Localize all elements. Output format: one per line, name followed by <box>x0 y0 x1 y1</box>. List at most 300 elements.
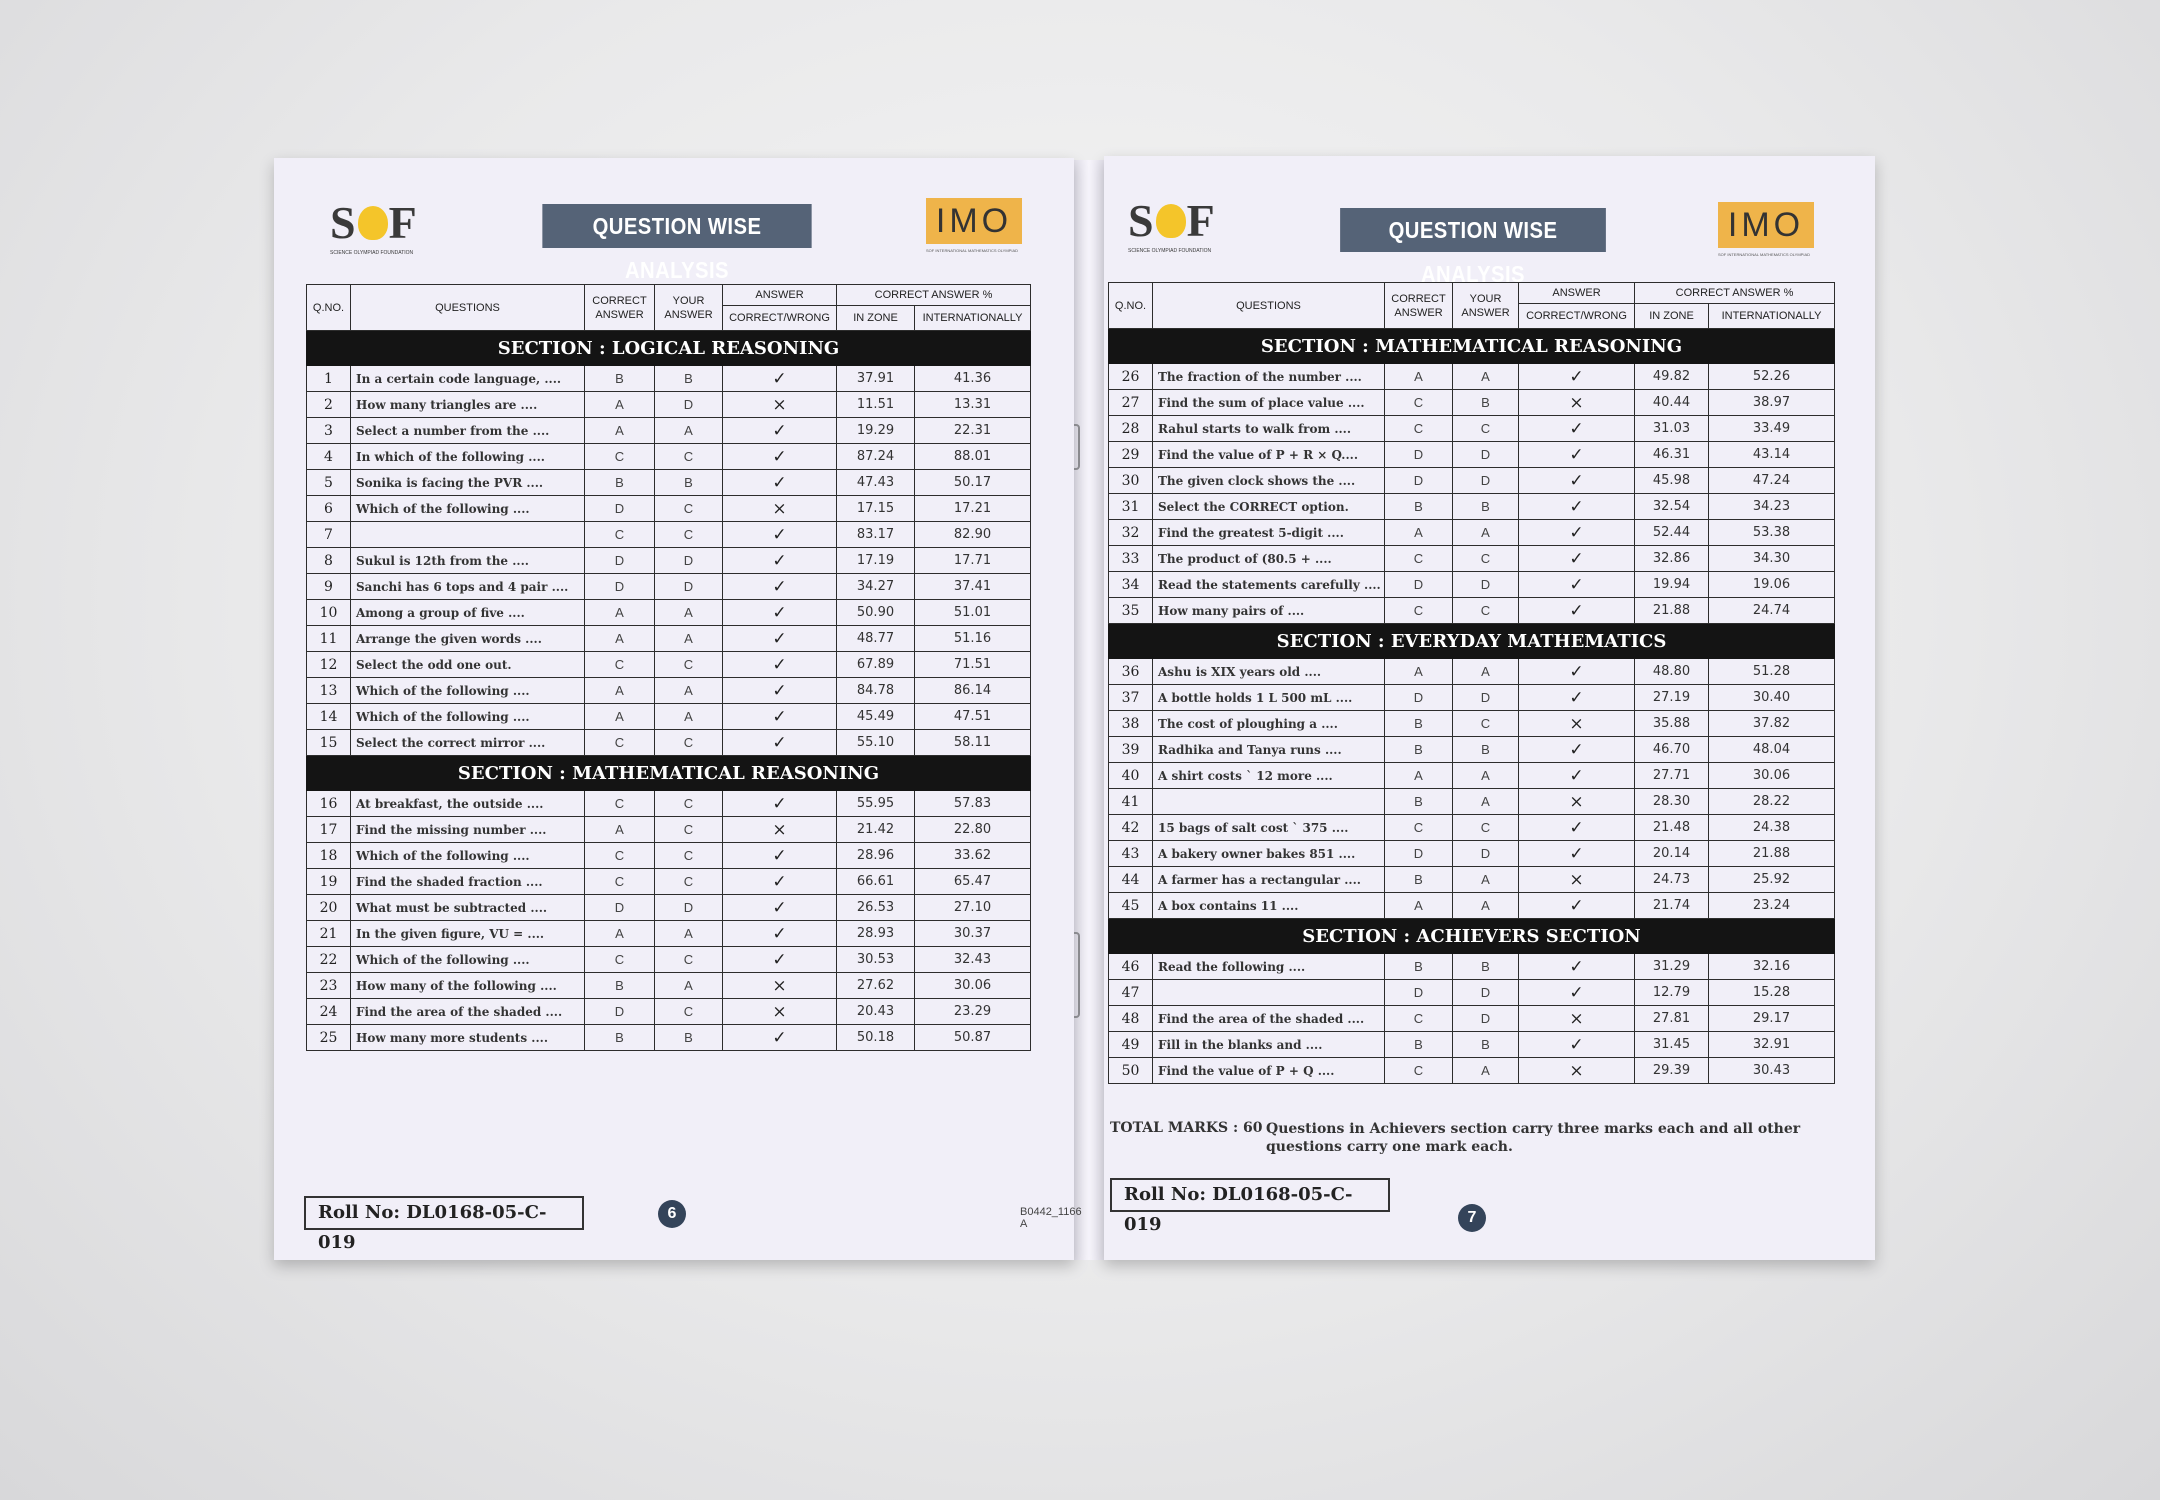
question-text: Find the area of the shaded .... <box>1153 1006 1385 1032</box>
table-row <box>1109 442 1835 468</box>
table-row <box>1109 572 1835 598</box>
correct-answer: C <box>585 444 655 470</box>
cross-icon: × <box>723 999 837 1025</box>
table-row <box>1109 867 1835 893</box>
your-answer: C <box>1453 546 1519 572</box>
check-icon: ✓ <box>723 444 837 470</box>
cross-icon: × <box>723 973 837 999</box>
international-percent: 86.14 <box>915 678 1031 704</box>
header-qno: Q.NO. <box>1109 283 1153 329</box>
in-zone-percent: 19.94 <box>1635 572 1709 598</box>
in-zone-percent: 84.78 <box>837 678 915 704</box>
check-icon: ✓ <box>1519 815 1635 841</box>
question-text: The fraction of the number .... <box>1153 364 1385 390</box>
question-number: 22 <box>307 947 351 973</box>
section-title: SECTION : LOGICAL REASONING <box>307 331 1031 366</box>
question-number: 47 <box>1109 980 1153 1006</box>
table-row <box>1109 980 1835 1006</box>
your-answer: C <box>655 999 723 1025</box>
question-number: 18 <box>307 843 351 869</box>
question-text: Find the area of the shaded .... <box>351 999 585 1025</box>
check-icon: ✓ <box>1519 520 1635 546</box>
table-row <box>307 366 1031 392</box>
international-percent: 30.40 <box>1709 685 1835 711</box>
correct-answer: D <box>1385 442 1453 468</box>
in-zone-percent: 21.74 <box>1635 893 1709 919</box>
table-row <box>1109 1032 1835 1058</box>
cross-icon: × <box>723 392 837 418</box>
question-text: Select a number from the .... <box>351 418 585 444</box>
international-percent: 51.28 <box>1709 659 1835 685</box>
question-number: 39 <box>1109 737 1153 763</box>
header-answer: ANSWER <box>723 285 837 306</box>
in-zone-percent: 50.18 <box>837 1025 915 1051</box>
check-icon: ✓ <box>723 921 837 947</box>
question-number: 50 <box>1109 1058 1153 1084</box>
question-number: 9 <box>307 574 351 600</box>
question-number: 8 <box>307 548 351 574</box>
check-icon: ✓ <box>723 869 837 895</box>
your-answer: D <box>655 574 723 600</box>
table-row <box>1109 1058 1835 1084</box>
correct-answer: A <box>585 392 655 418</box>
correct-answer: D <box>1385 685 1453 711</box>
your-answer: A <box>655 921 723 947</box>
in-zone-percent: 27.62 <box>837 973 915 999</box>
question-text: Find the value of P + R × Q.... <box>1153 442 1385 468</box>
in-zone-percent: 46.31 <box>1635 442 1709 468</box>
question-number: 31 <box>1109 494 1153 520</box>
table-row <box>1109 520 1835 546</box>
in-zone-percent: 29.39 <box>1635 1058 1709 1084</box>
international-percent: 47.24 <box>1709 468 1835 494</box>
table-row <box>307 626 1031 652</box>
your-answer: C <box>1453 598 1519 624</box>
your-answer: C <box>655 817 723 843</box>
table-row <box>307 817 1031 843</box>
your-answer: D <box>1453 468 1519 494</box>
in-zone-percent: 45.98 <box>1635 468 1709 494</box>
cross-icon: × <box>1519 867 1635 893</box>
in-zone-percent: 32.86 <box>1635 546 1709 572</box>
correct-answer: A <box>585 678 655 704</box>
question-number: 5 <box>307 470 351 496</box>
question-number: 4 <box>307 444 351 470</box>
question-number: 15 <box>307 730 351 756</box>
question-text: A bakery owner bakes 851 .... <box>1153 841 1385 867</box>
table-row <box>1109 841 1835 867</box>
correct-answer: B <box>585 973 655 999</box>
table-row <box>307 730 1031 756</box>
question-analysis-table <box>1108 282 1835 1084</box>
your-answer: A <box>1453 763 1519 789</box>
in-zone-percent: 50.90 <box>837 600 915 626</box>
check-icon: ✓ <box>723 678 837 704</box>
international-percent: 29.17 <box>1709 1006 1835 1032</box>
international-percent: 21.88 <box>1709 841 1835 867</box>
correct-answer: D <box>585 895 655 921</box>
table-row <box>307 470 1031 496</box>
table-row <box>307 704 1031 730</box>
question-text: Find the shaded fraction .... <box>351 869 585 895</box>
in-zone-percent: 31.29 <box>1635 954 1709 980</box>
table-row <box>1109 364 1835 390</box>
question-text: How many triangles are .... <box>351 392 585 418</box>
in-zone-percent: 21.88 <box>1635 598 1709 624</box>
in-zone-percent: 20.43 <box>837 999 915 1025</box>
question-text: In a certain code language, .... <box>351 366 585 392</box>
question-text: A farmer has a rectangular .... <box>1153 867 1385 893</box>
table-row <box>307 496 1031 522</box>
your-answer: A <box>655 973 723 999</box>
question-text: Which of the following .... <box>351 704 585 730</box>
in-zone-percent: 28.30 <box>1635 789 1709 815</box>
sof-logo-subtitle: SCIENCE OLYMPIAD FOUNDATION <box>330 250 414 256</box>
international-percent: 53.38 <box>1709 520 1835 546</box>
question-text: Which of the following .... <box>351 496 585 522</box>
header-in-zone: IN ZONE <box>1635 304 1709 329</box>
your-answer: B <box>655 470 723 496</box>
check-icon: ✓ <box>1519 442 1635 468</box>
in-zone-percent: 35.88 <box>1635 711 1709 737</box>
question-text: Find the greatest 5-digit .... <box>1153 520 1385 546</box>
question-text: Rahul starts to walk from .... <box>1153 416 1385 442</box>
check-icon: ✓ <box>723 418 837 444</box>
question-text: Which of the following .... <box>351 947 585 973</box>
your-answer: A <box>1453 520 1519 546</box>
question-text: Select the correct mirror .... <box>351 730 585 756</box>
question-number: 41 <box>1109 789 1153 815</box>
section-header-row <box>1109 329 1835 364</box>
table-row <box>307 869 1031 895</box>
table-row <box>1109 1006 1835 1032</box>
your-answer: D <box>1453 980 1519 1006</box>
international-percent: 32.43 <box>915 947 1031 973</box>
your-answer: B <box>655 1025 723 1051</box>
imo-logo: IMO <box>1718 202 1814 248</box>
correct-answer: C <box>585 869 655 895</box>
international-percent: 47.51 <box>915 704 1031 730</box>
correct-answer: C <box>1385 815 1453 841</box>
correct-answer: D <box>585 999 655 1025</box>
international-percent: 13.31 <box>915 392 1031 418</box>
international-percent: 51.01 <box>915 600 1031 626</box>
bulb-icon <box>1156 204 1186 238</box>
question-text: Sonika is facing the PVR .... <box>351 470 585 496</box>
table-row <box>1109 416 1835 442</box>
question-text: Read the statements carefully .... <box>1153 572 1385 598</box>
question-number: 13 <box>307 678 351 704</box>
international-percent: 58.11 <box>915 730 1031 756</box>
in-zone-percent: 49.82 <box>1635 364 1709 390</box>
roll-number: Roll No: DL0168-05-C-019 <box>304 1196 584 1230</box>
in-zone-percent: 52.44 <box>1635 520 1709 546</box>
international-percent: 65.47 <box>915 869 1031 895</box>
your-answer: A <box>1453 789 1519 815</box>
question-text: What must be subtracted .... <box>351 895 585 921</box>
your-answer: D <box>1453 442 1519 468</box>
correct-answer: D <box>585 574 655 600</box>
question-number: 16 <box>307 791 351 817</box>
international-percent: 82.90 <box>915 522 1031 548</box>
in-zone-percent: 40.44 <box>1635 390 1709 416</box>
question-text: Ashu is XIX years old .... <box>1153 659 1385 685</box>
header-internationally: INTERNATIONALLY <box>1709 304 1835 329</box>
table-row <box>1109 815 1835 841</box>
correct-answer: B <box>585 470 655 496</box>
international-percent: 33.62 <box>915 843 1031 869</box>
check-icon: ✓ <box>723 626 837 652</box>
question-text: Which of the following .... <box>351 678 585 704</box>
question-text: Radhika and Tanya runs .... <box>1153 737 1385 763</box>
international-percent: 41.36 <box>915 366 1031 392</box>
in-zone-percent: 48.80 <box>1635 659 1709 685</box>
booklet-code: B0442_1166 A <box>1020 1206 1082 1230</box>
question-text: A bottle holds 1 L 500 mL .... <box>1153 685 1385 711</box>
check-icon: ✓ <box>723 1025 837 1051</box>
question-text: The cost of ploughing a .... <box>1153 711 1385 737</box>
your-answer: B <box>1453 954 1519 980</box>
correct-answer: B <box>585 366 655 392</box>
section-header-row <box>307 331 1031 366</box>
international-percent: 17.71 <box>915 548 1031 574</box>
check-icon: ✓ <box>1519 572 1635 598</box>
in-zone-percent: 31.45 <box>1635 1032 1709 1058</box>
international-percent: 15.28 <box>1709 980 1835 1006</box>
table-row <box>1109 494 1835 520</box>
header-correct-answer: CORRECT ANSWER <box>1385 283 1453 329</box>
question-text: Find the sum of place value .... <box>1153 390 1385 416</box>
your-answer: C <box>655 496 723 522</box>
in-zone-percent: 34.27 <box>837 574 915 600</box>
question-text: The given clock shows the .... <box>1153 468 1385 494</box>
check-icon: ✓ <box>723 895 837 921</box>
check-icon: ✓ <box>723 522 837 548</box>
header-correct-wrong: CORRECT/WRONG <box>1519 304 1635 329</box>
international-percent: 38.97 <box>1709 390 1835 416</box>
table-row <box>1109 737 1835 763</box>
question-text: Read the following .... <box>1153 954 1385 980</box>
header-correct-wrong: CORRECT/WRONG <box>723 306 837 331</box>
international-percent: 52.26 <box>1709 364 1835 390</box>
cross-icon: × <box>723 817 837 843</box>
correct-answer: B <box>1385 789 1453 815</box>
international-percent: 34.30 <box>1709 546 1835 572</box>
question-text: Sukul is 12th from the .... <box>351 548 585 574</box>
question-number: 12 <box>307 652 351 678</box>
check-icon: ✓ <box>723 843 837 869</box>
your-answer: A <box>1453 867 1519 893</box>
question-text: Fill in the blanks and .... <box>1153 1032 1385 1058</box>
question-text: Find the missing number .... <box>351 817 585 843</box>
correct-answer: C <box>585 843 655 869</box>
your-answer: C <box>1453 711 1519 737</box>
question-text <box>1153 789 1385 815</box>
question-number: 48 <box>1109 1006 1153 1032</box>
your-answer: D <box>655 895 723 921</box>
question-number: 17 <box>307 817 351 843</box>
imo-logo-subtitle: SOF INTERNATIONAL MATHEMATICS OLYMPIAD <box>1718 252 1811 257</box>
your-answer: D <box>655 548 723 574</box>
section-header-row <box>307 756 1031 791</box>
question-text: Select the CORRECT option. <box>1153 494 1385 520</box>
table-row <box>1109 893 1835 919</box>
header-your-answer: YOUR ANSWER <box>1453 283 1519 329</box>
correct-answer: A <box>585 704 655 730</box>
question-number: 34 <box>1109 572 1153 598</box>
table-row <box>307 895 1031 921</box>
your-answer: C <box>1453 815 1519 841</box>
your-answer: B <box>655 366 723 392</box>
question-text: A box contains 11 .... <box>1153 893 1385 919</box>
table-row <box>307 921 1031 947</box>
in-zone-percent: 31.03 <box>1635 416 1709 442</box>
correct-answer: A <box>585 600 655 626</box>
international-percent: 22.80 <box>915 817 1031 843</box>
question-number: 49 <box>1109 1032 1153 1058</box>
table-row <box>307 999 1031 1025</box>
header-in-zone: IN ZONE <box>837 306 915 331</box>
cross-icon: × <box>1519 1058 1635 1084</box>
correct-answer: C <box>1385 546 1453 572</box>
correct-answer: C <box>585 522 655 548</box>
section-header-row <box>1109 919 1835 954</box>
question-number: 3 <box>307 418 351 444</box>
in-zone-percent: 27.19 <box>1635 685 1709 711</box>
in-zone-percent: 17.19 <box>837 548 915 574</box>
correct-answer: D <box>1385 572 1453 598</box>
check-icon: ✓ <box>1519 954 1635 980</box>
question-number: 37 <box>1109 685 1153 711</box>
question-number: 42 <box>1109 815 1153 841</box>
table-row <box>307 652 1031 678</box>
in-zone-percent: 17.15 <box>837 496 915 522</box>
table-row <box>307 600 1031 626</box>
question-number: 24 <box>307 999 351 1025</box>
in-zone-percent: 46.70 <box>1635 737 1709 763</box>
check-icon: ✓ <box>1519 598 1635 624</box>
correct-answer: C <box>585 947 655 973</box>
international-percent: 37.41 <box>915 574 1031 600</box>
question-text: In which of the following .... <box>351 444 585 470</box>
cross-icon: × <box>1519 1006 1635 1032</box>
table-row <box>307 947 1031 973</box>
sof-logo: S F SCIENCE OLYMPIAD FOUNDATION <box>1128 195 1216 254</box>
international-percent: 48.04 <box>1709 737 1835 763</box>
correct-answer: A <box>585 817 655 843</box>
question-number: 1 <box>307 366 351 392</box>
roll-number: Roll No: DL0168-05-C-019 <box>1110 1178 1390 1212</box>
international-percent: 34.23 <box>1709 494 1835 520</box>
international-percent: 24.38 <box>1709 815 1835 841</box>
right-page <box>1104 156 1875 1260</box>
your-answer: A <box>655 678 723 704</box>
question-text: Select the odd one out. <box>351 652 585 678</box>
check-icon: ✓ <box>1519 737 1635 763</box>
correct-answer: D <box>585 548 655 574</box>
cross-icon: × <box>1519 711 1635 737</box>
question-number: 27 <box>1109 390 1153 416</box>
correct-answer: A <box>585 418 655 444</box>
in-zone-percent: 32.54 <box>1635 494 1709 520</box>
in-zone-percent: 27.81 <box>1635 1006 1709 1032</box>
in-zone-percent: 66.61 <box>837 869 915 895</box>
check-icon: ✓ <box>1519 494 1635 520</box>
your-answer: D <box>1453 1006 1519 1032</box>
your-answer: A <box>655 600 723 626</box>
correct-answer: A <box>585 921 655 947</box>
in-zone-percent: 27.71 <box>1635 763 1709 789</box>
check-icon: ✓ <box>1519 546 1635 572</box>
question-number: 32 <box>1109 520 1153 546</box>
header-correct-answer-pct: CORRECT ANSWER % <box>1635 283 1835 304</box>
your-answer: D <box>1453 685 1519 711</box>
question-text <box>1153 980 1385 1006</box>
check-icon: ✓ <box>723 791 837 817</box>
correct-answer: B <box>1385 954 1453 980</box>
question-number: 6 <box>307 496 351 522</box>
check-icon: ✓ <box>1519 685 1635 711</box>
your-answer: A <box>1453 364 1519 390</box>
table-row <box>307 418 1031 444</box>
check-icon: ✓ <box>723 366 837 392</box>
in-zone-percent: 21.42 <box>837 817 915 843</box>
table-row <box>307 548 1031 574</box>
your-answer: A <box>655 704 723 730</box>
cross-icon: × <box>1519 390 1635 416</box>
international-percent: 27.10 <box>915 895 1031 921</box>
in-zone-percent: 21.48 <box>1635 815 1709 841</box>
in-zone-percent: 47.43 <box>837 470 915 496</box>
question-text: Find the value of P + Q .... <box>1153 1058 1385 1084</box>
staple <box>1074 932 1080 1018</box>
staple <box>1074 424 1080 470</box>
in-zone-percent: 67.89 <box>837 652 915 678</box>
international-percent: 24.74 <box>1709 598 1835 624</box>
question-number: 25 <box>307 1025 351 1051</box>
international-percent: 32.91 <box>1709 1032 1835 1058</box>
check-icon: ✓ <box>723 704 837 730</box>
header-questions: QUESTIONS <box>351 285 585 331</box>
correct-answer: D <box>1385 980 1453 1006</box>
in-zone-percent: 30.53 <box>837 947 915 973</box>
your-answer: C <box>655 652 723 678</box>
question-text: Sanchi has 6 tops and 4 pair .... <box>351 574 585 600</box>
correct-answer: A <box>1385 364 1453 390</box>
in-zone-percent: 26.53 <box>837 895 915 921</box>
page-number: 6 <box>658 1200 686 1228</box>
question-text <box>351 522 585 548</box>
header-answer: ANSWER <box>1519 283 1635 304</box>
section-header-row <box>1109 624 1835 659</box>
question-number: 46 <box>1109 954 1153 980</box>
question-text: 15 bags of salt cost ` 375 .... <box>1153 815 1385 841</box>
international-percent: 33.49 <box>1709 416 1835 442</box>
international-percent: 25.92 <box>1709 867 1835 893</box>
imo-logo: IMO <box>926 198 1022 244</box>
correct-answer: C <box>1385 1058 1453 1084</box>
check-icon: ✓ <box>723 470 837 496</box>
check-icon: ✓ <box>1519 659 1635 685</box>
your-answer: A <box>1453 659 1519 685</box>
check-icon: ✓ <box>723 600 837 626</box>
section-title: SECTION : ACHIEVERS SECTION <box>1109 919 1835 954</box>
correct-answer: C <box>585 791 655 817</box>
question-number: 38 <box>1109 711 1153 737</box>
correct-answer: A <box>1385 520 1453 546</box>
your-answer: B <box>1453 494 1519 520</box>
total-marks: TOTAL MARKS : 60 <box>1110 1120 1263 1136</box>
